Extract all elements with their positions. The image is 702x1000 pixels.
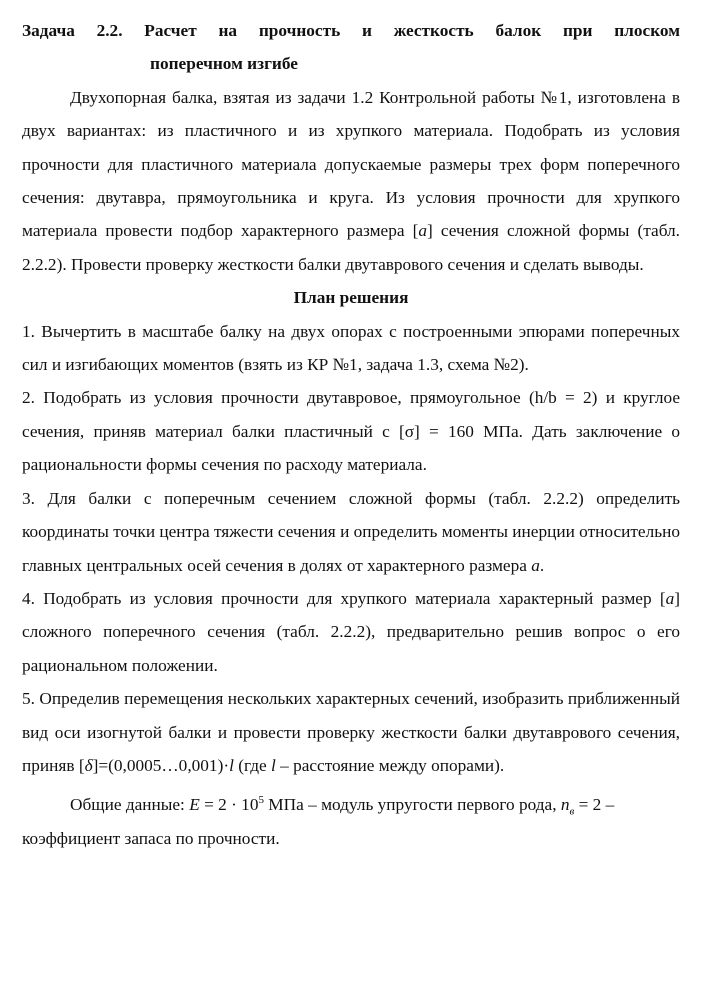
variable-delta: δ (84, 755, 93, 775)
variable-a: a (531, 555, 540, 575)
exponent: 5 (258, 794, 264, 807)
variable-a: a (418, 221, 428, 241)
step-5-text-b: ]=(0,0005…0,001)· (92, 755, 230, 775)
variable-l: l (229, 755, 234, 775)
intro-paragraph (22, 81, 680, 281)
step-5-text-c: (где (233, 755, 271, 775)
step-5-text-d: – расстояние между опорами). (275, 755, 505, 775)
step-4-text-b: ] сложного поперечного сечения (табл. 2.2.2), предварительно решив вопрос о его рациональном положении. (22, 588, 680, 675)
step-5-text-a: 5. Определив перемещения нескольких характерных сечений, изобразить приближенный вид оси изогнутой балки и провести проверку жесткости балки двутаврового сечения, приняв [ (22, 689, 680, 775)
step-2: 2. Подобрать из условия прочности двутавровое, прямоугольное (h/b = 2) и круглое сечения, приняв материал балки пластичный с [σ] = 160 МПа. Дать заключение о рациональности формы сечения по расходу материала. (22, 388, 680, 475)
general-neq: = 2 – (574, 795, 615, 815)
task-title-line-2: поперечном изгибе (150, 54, 298, 74)
variable-E: E (189, 795, 200, 815)
intro-text-end: ] сечения сложной формы (табл. 2.2.2). Провести проверку жесткости балки двутаврового сечения и сделать выводы. (22, 221, 680, 274)
step-4-text-a: 4. Подобрать из условия прочности для хрупкого материала характерный размер [ (22, 588, 666, 608)
step-4 (22, 582, 680, 682)
intro-text: Двухопорная балка, взятая из задачи 1.2 Контрольной работы №1, изготовлена в двух вариантах: из пластичного и из хрупкого материала. Подобрать из условия прочности для пластичного материала допускаемые размеры трех форм поперечного сечения: двутавра, прямоугольника и круга. Из условия прочности для хрупкого материала провести подбор характерного размера [ (22, 87, 680, 241)
plan-heading: План решения (293, 288, 409, 308)
general-unit: МПа – модуль упругости первого рода, (263, 795, 561, 815)
step-1: 1. Вычертить в масштабе балку на двух опорах с построенными эпюрами поперечных сил и изгибающих моментов (взять из КР №1, задача 1.3, схема №2). (22, 321, 680, 375)
general-eq: = 2 · 10 (199, 795, 259, 815)
step-5 (22, 682, 680, 782)
general-tail: коэффициент запаса по прочности. (22, 828, 280, 848)
variable-n: n (560, 795, 570, 815)
step-3-text: 3. Для балки с поперечным сечением сложной формы (табл. 2.2.2) определить координаты точки центра тяжести сечения и определить моменты инерции относительно главных центральных осей сечения в долях от характерного размера (22, 488, 680, 575)
variable-l: l (270, 755, 276, 775)
general-data-line (22, 788, 680, 821)
task-title-line-1: Задача 2.2. Расчет на прочность и жесткость балок при плоском (22, 21, 680, 40)
variable-a: a (665, 588, 675, 608)
general-lead: Общие данные: (70, 795, 190, 815)
step-3-end: . (539, 555, 545, 575)
subscript-v: в (569, 805, 575, 818)
step-3 (22, 482, 680, 582)
